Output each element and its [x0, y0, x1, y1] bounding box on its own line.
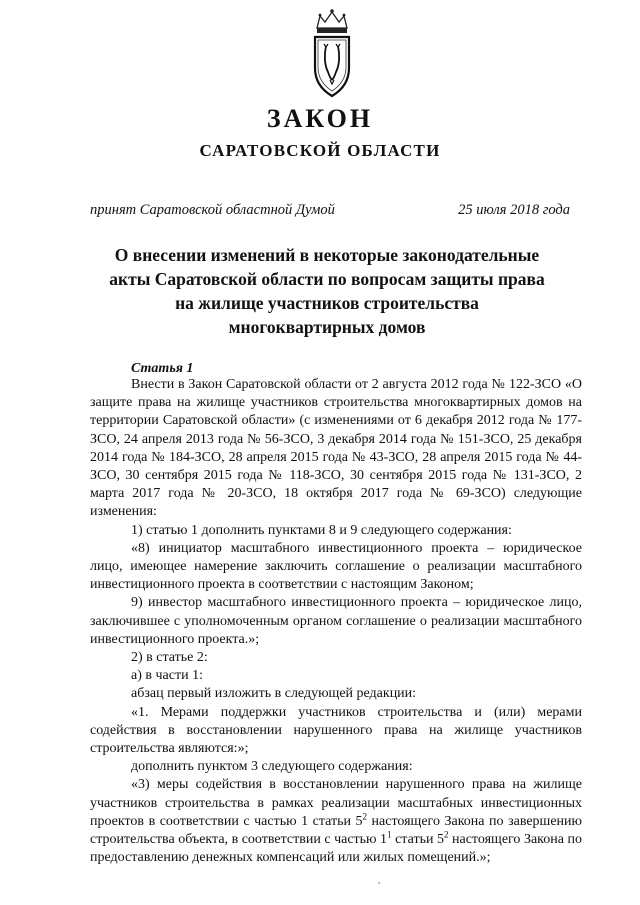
article-body	[90, 376, 582, 867]
article-intro: Внести в Закон Саратовской области от 2 августа 2012 года № 122-ЗСО «О защите права на жилище участников строительства многоквартирных домов на территории Саратовской области» (с изменениями от 6 декабря 2012 года № 177-ЗСО, 24 апреля 2013 года № 56-ЗСО, 3 декабря 2014 года № 151-ЗСО, 25 декабря 2014 года № 184-ЗСО, 28 апреля 2015 года № 43-ЗСО, 28 апреля 2015 года № 44-ЗСО, 30 сентября 2015 года № 118-ЗСО, 30 сентября 2015 года № 131-ЗСО, 2 марта 2017 года № 20-ЗСО, 18 октября 2017 года № 69-ЗСО) следующие изменения:	[90, 377, 582, 520]
heading-line: О внесении изменений в некоторые законодательные	[114, 245, 540, 265]
amendment-item: 1) статью 1 дополнить пунктами 8 и 9 следующего содержания:	[131, 522, 512, 538]
scan-speck	[378, 882, 380, 884]
amendment-paragraph: абзац первый изложить в следующей редакции:	[131, 686, 417, 702]
heading-line: многоквартирных домов	[228, 317, 426, 337]
heading-line: акты Саратовской области по вопросам защиты права	[109, 269, 545, 289]
amendment-paragraph: 9) инвестор масштабного инвестиционного проекта – юридическое лицо, заключившее с уполномоченным органом соглашение о реализации масштабного инвестиционного проекта.»;	[90, 595, 582, 647]
article-title: Статья 1	[131, 361, 194, 376]
paragraph-text: настоящего Закона по завершению строительства объекта, в соответствии с частью 1	[90, 813, 582, 848]
amendment-paragraph: «8) инициатор масштабного инвестиционного проекта – юридическое лицо, имеющее намерение заключить соглашение о реализации масштабного инвестиционного проекта в соответствии с настоящим Законом;	[90, 540, 582, 593]
region-name: САРАТОВСКОЙ ОБЛАСТИ	[199, 141, 441, 160]
adopted-date: 25 июля 2018 года	[458, 202, 570, 218]
amendment-paragraph: дополнить пунктом 3 следующего содержания:	[131, 759, 413, 775]
coat-of-arms-emblem	[308, 6, 356, 102]
amendment-paragraph	[90, 776, 582, 867]
superscript: 2	[362, 811, 367, 822]
adopted-by: принят Саратовской областной Думой	[90, 202, 335, 218]
amendment-item: 2) в статье 2:	[131, 650, 208, 666]
superscript: 2	[443, 829, 449, 840]
law-heading	[60, 243, 594, 339]
amendment-paragraph: «1. Мерами поддержки участников строительства и (или) мерами содействия в восстановлении нарушенного права на жилище участников строительства являются:»;	[90, 704, 582, 757]
amendment-subitem: а) в части 1:	[131, 668, 203, 684]
paragraph-text: «3) меры содействия в восстановлении нарушенного права на жилище участников строительства в рамках реализации масштабных инвестиционных проектов в соответствии с частью 1 статьи 5	[90, 777, 582, 829]
paragraph-text: настоящего Закона по предоставлению денежных компенсаций или жилых помещений.»;	[90, 832, 583, 866]
paragraph-text: статьи 5	[391, 832, 444, 848]
heading-line: на жилище участников строительства	[175, 293, 479, 313]
law-title: ЗАКОН	[266, 104, 374, 133]
superscript: 1	[387, 829, 392, 840]
